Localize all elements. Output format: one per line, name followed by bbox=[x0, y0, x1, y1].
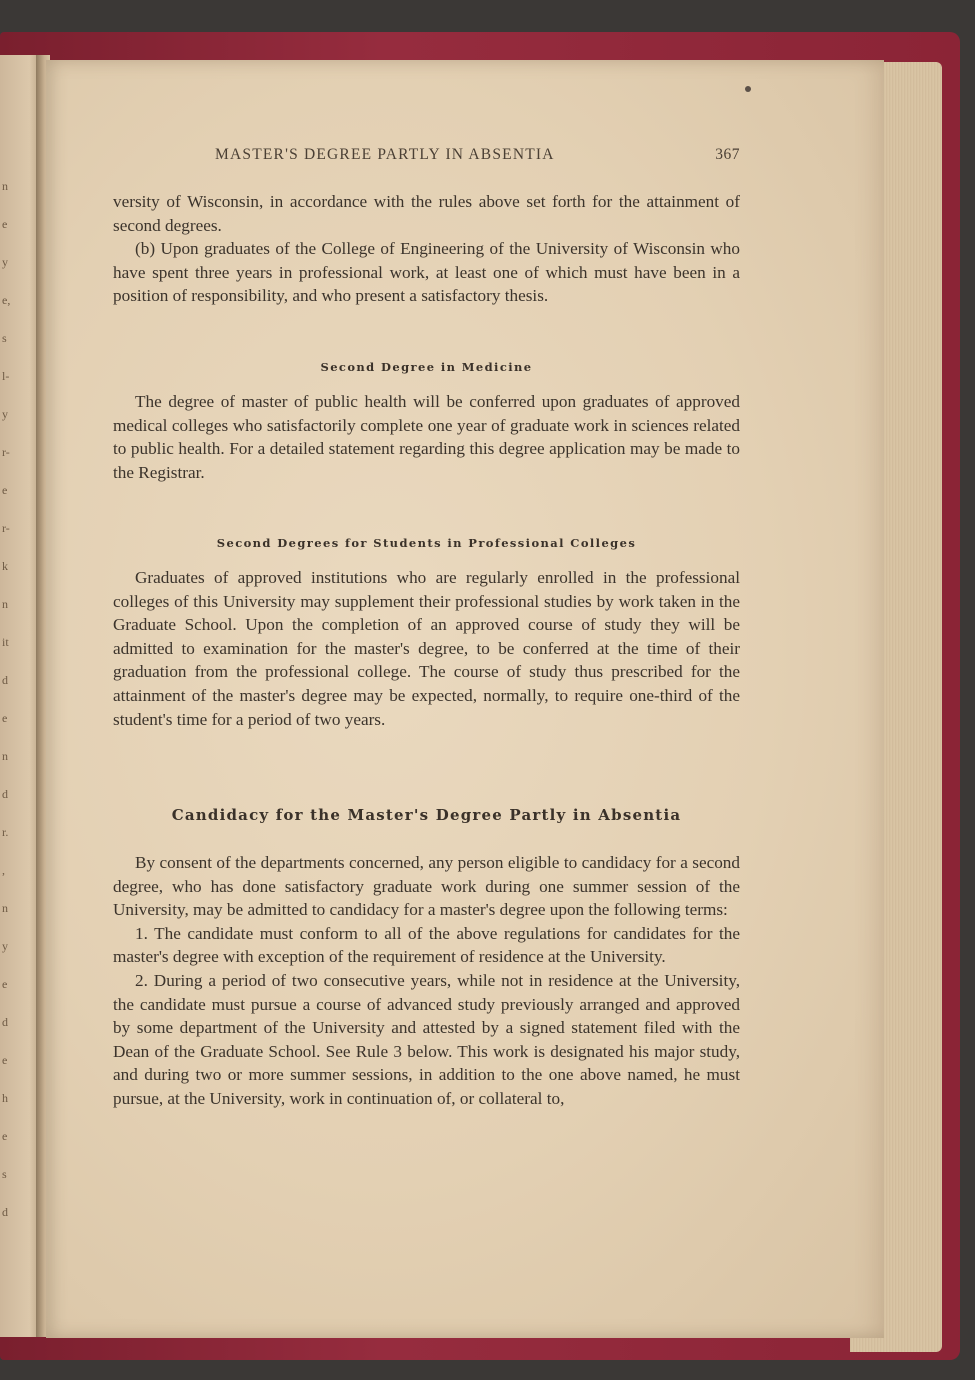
paragraph: versity of Wisconsin, in accordance with the rules above set forth for the attainment of second degrees. bbox=[113, 192, 740, 235]
paragraph: (b) Upon graduates of the College of Engineering of the University of Wisconsin who have spent three years in professional work, at least one of which must have been in a position of responsibility, and who present a satisfactory thesis. bbox=[113, 239, 740, 306]
margin-fragment: d bbox=[2, 1205, 8, 1219]
professional-text-block bbox=[113, 566, 740, 731]
margin-fragment: e bbox=[2, 1053, 8, 1067]
paragraph: The degree of master of public health will be conferred upon graduates of approved medical colleges who satisfactorily complete one year of graduate work in sciences related to public health. For a detailed statement regarding this degree application may be made to the Registrar. bbox=[113, 392, 740, 482]
margin-fragment: d bbox=[2, 673, 8, 687]
paragraph: By consent of the departments concerned, any person eligible to candidacy for a second degree, who has done satisfactory graduate work during one summer session of the University, may be admitted to candidacy for a master's degree upon the following terms: bbox=[113, 853, 740, 920]
margin-fragment: d bbox=[2, 787, 8, 801]
margin-fragment: h bbox=[2, 1091, 8, 1105]
margin-fragment: r- bbox=[2, 445, 10, 459]
margin-fragment: d bbox=[2, 1015, 8, 1029]
section-heading-medicine: Second Degree in Medicine bbox=[320, 360, 533, 374]
paragraph: 1. The candidate must conform to all of the above regulations for candidates for the master's degree with exception of the requirement of residence at the University. bbox=[113, 923, 740, 967]
paragraph: 2. During a period of two consecutive years, while not in residence at the University, the candidate must pursue a course of advanced study previously arranged and approved by some department of the University and attested by a signed statement filed with the Dean of the Graduate School. See Rule 3 below. This work is designated his major study, and during two or more summer sessions, in addition to the one above named, he must pursue, at the University, work in continuation of, or collateral to, bbox=[113, 970, 740, 1108]
margin-fragment: r. bbox=[2, 825, 9, 839]
paragraph: Graduates of approved institutions who are regularly enrolled in the professional colleges of this University may supplement their professional studies by work taken in the Graduate School. Upon the completion of an approved course of study they will be admitted to examination for the master's degree, to be conferred at the time of their graduation from the professional college. The course of study thus prescribed for the attainment of the master's degree may be expected, normally, to require one-third of the student's time for a period of two years. bbox=[113, 568, 740, 729]
margin-fragment: r- bbox=[2, 521, 10, 535]
continued-text-block bbox=[113, 190, 740, 308]
margin-fragment: y bbox=[2, 407, 8, 421]
margin-fragment: e bbox=[2, 1129, 8, 1143]
absentia-text-block bbox=[113, 851, 740, 1111]
margin-fragment: s bbox=[2, 331, 7, 345]
left-page-margin-text bbox=[0, 180, 14, 1230]
margin-fragment: , bbox=[2, 863, 5, 877]
margin-fragment: y bbox=[2, 255, 8, 269]
page-number: 367 bbox=[715, 146, 740, 163]
ink-speck bbox=[745, 86, 751, 92]
margin-fragment: it bbox=[2, 635, 9, 649]
medicine-text-block bbox=[113, 390, 740, 484]
margin-fragment: l- bbox=[2, 369, 10, 383]
margin-fragment: y bbox=[2, 939, 8, 953]
section-heading-absentia: Candidacy for the Master's Degree Partly in Absentia bbox=[171, 806, 682, 824]
margin-fragment: e bbox=[2, 977, 8, 991]
section-heading-professional: Second Degrees for Students in Professional Colleges bbox=[216, 536, 637, 550]
margin-fragment: e bbox=[2, 483, 8, 497]
margin-fragment: n bbox=[2, 179, 8, 193]
margin-fragment: n bbox=[2, 749, 8, 763]
margin-fragment: k bbox=[2, 559, 8, 573]
margin-fragment: e bbox=[2, 711, 8, 725]
margin-fragment: e, bbox=[2, 293, 11, 307]
margin-fragment: s bbox=[2, 1167, 7, 1181]
margin-fragment: n bbox=[2, 901, 8, 915]
margin-fragment: e bbox=[2, 217, 8, 231]
running-header bbox=[215, 146, 740, 164]
header-title: MASTER'S DEGREE PARTLY IN ABSENTIA bbox=[215, 146, 555, 163]
margin-fragment: n bbox=[2, 597, 8, 611]
